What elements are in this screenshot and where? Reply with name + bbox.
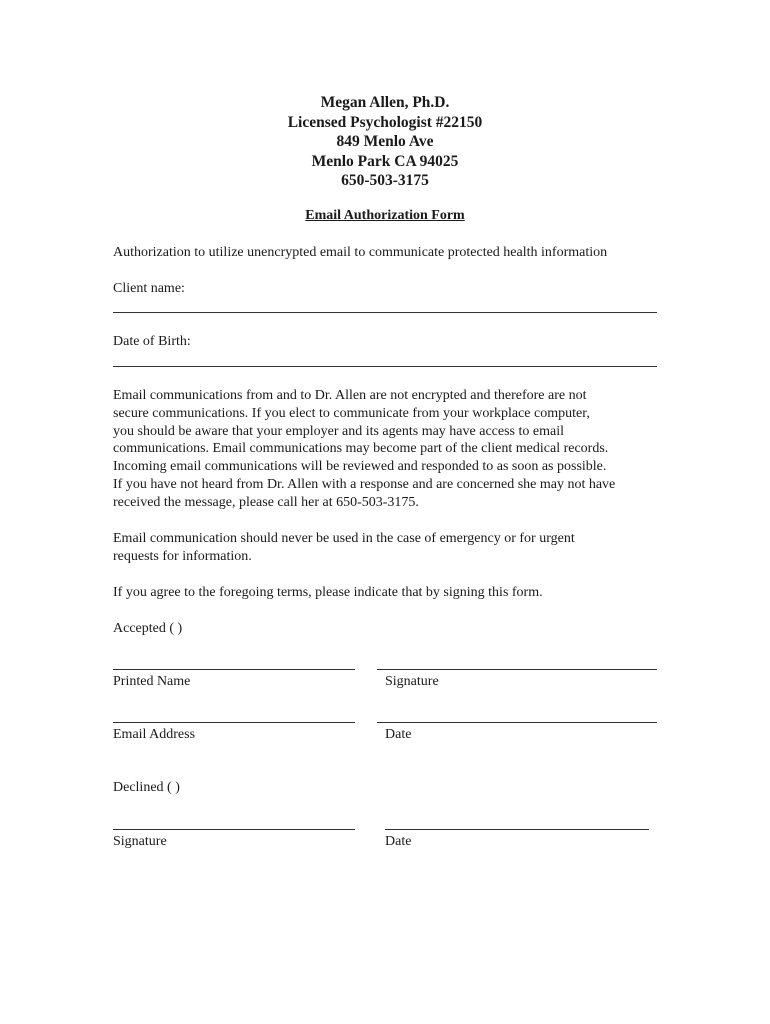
- declined-signature-line[interactable]: [113, 829, 355, 830]
- agree-text: If you agree to the foregoing terms, please indicate that by signing this form.: [113, 585, 543, 600]
- client-name-line[interactable]: [113, 312, 657, 313]
- paragraph-line: requests for information.: [113, 548, 252, 564]
- license-line: Licensed Psychologist #22150: [287, 113, 483, 131]
- accepted-signature-line[interactable]: [377, 669, 657, 670]
- paragraph-line: If you have not heard from Dr. Allen with a response and are concerned she may not have: [113, 476, 616, 492]
- emergency-paragraph: [113, 530, 673, 566]
- email-address-label: Email Address: [113, 727, 196, 742]
- accepted-date-line[interactable]: [377, 722, 657, 723]
- intro-text: Authorization to utilize unencrypted email to communicate protected health information: [113, 245, 608, 260]
- paragraph-line: communications. Email communications may become part of the client medical records.: [113, 441, 609, 457]
- dob-line[interactable]: [113, 366, 657, 367]
- form-title: Email Authorization Form: [305, 208, 465, 223]
- declined-option[interactable]: Declined ( ): [113, 780, 180, 795]
- paragraph-line: Email communications from and to Dr. Allen are not encrypted and therefore are not: [113, 388, 587, 403]
- paragraph-line: received the message, please call her at 650-503-3175.: [113, 494, 419, 510]
- declined-date-label: Date: [385, 834, 412, 849]
- client-name-label: Client name:: [113, 281, 185, 296]
- privacy-paragraph: [113, 387, 673, 512]
- paragraph-line: you should be aware that your employer and its agents may have access to email: [113, 423, 564, 439]
- dob-label: Date of Birth:: [113, 334, 191, 349]
- phone-number: 650-503-3175: [341, 172, 429, 189]
- paragraph-line: Email communication should never be used in the case of emergency or for urgent: [113, 531, 575, 546]
- city-state-zip: Menlo Park CA 94025: [311, 152, 459, 170]
- printed-name-label: Printed Name: [113, 674, 191, 689]
- accepted-date-label: Date: [385, 727, 412, 742]
- declined-date-line[interactable]: [385, 829, 649, 830]
- accepted-signature-label: Signature: [385, 674, 439, 689]
- paragraph-line: secure communications. If you elect to communicate from your workplace computer,: [113, 405, 590, 421]
- practitioner-name: Megan Allen, Ph.D.: [320, 94, 450, 111]
- email-address-line[interactable]: [113, 722, 355, 723]
- accepted-option[interactable]: Accepted ( ): [113, 621, 183, 636]
- paragraph-line: Incoming email communications will be reviewed and responded to as soon as possible.: [113, 459, 607, 475]
- printed-name-line[interactable]: [113, 669, 355, 670]
- street-address: 849 Menlo Ave: [336, 133, 434, 150]
- declined-signature-label: Signature: [113, 834, 167, 849]
- letterhead: [0, 93, 770, 191]
